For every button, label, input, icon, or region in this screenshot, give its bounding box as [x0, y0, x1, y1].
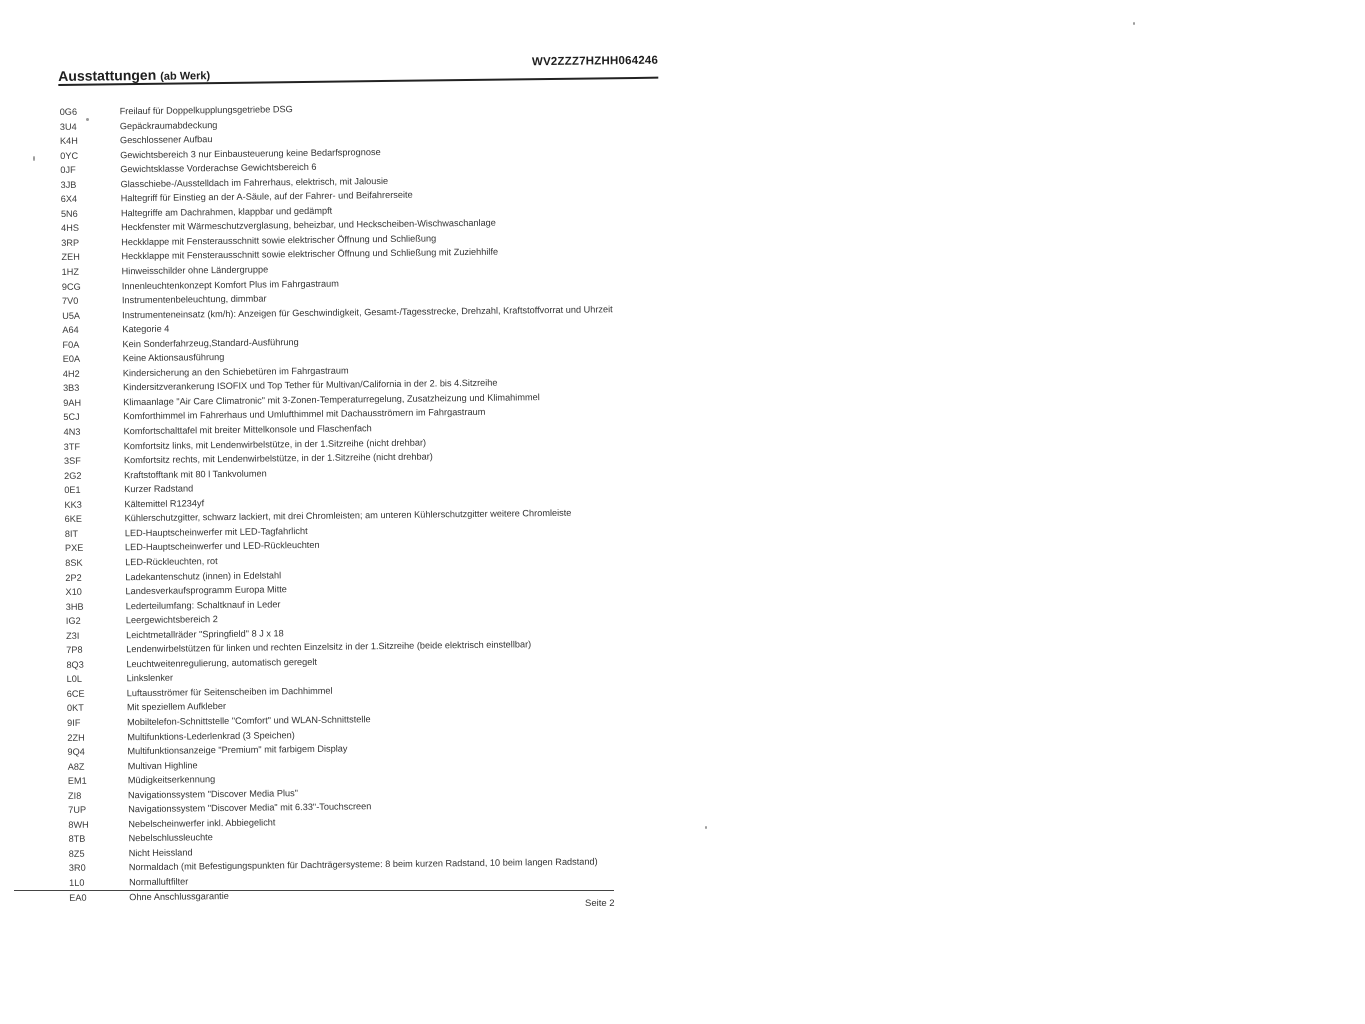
equipment-description: Ohne Anschlussgarantie	[129, 890, 229, 902]
equipment-description: Hinweisschilder ohne Ländergruppe	[121, 264, 269, 277]
equipment-code: 3B3	[62, 383, 80, 394]
scan-speck	[33, 156, 35, 161]
equipment-code: A64	[62, 324, 79, 336]
equipment-description: Gewichtsbereich 3 nur Einbausteuerung keine Bedarfsprognose	[120, 146, 381, 160]
equipment-description: LED-Hauptscheinwerfer mit LED-Tagfahrlicht	[124, 525, 308, 539]
equipment-description: LED-Hauptscheinwerfer und LED-Rückleuchten	[124, 540, 320, 553]
equipment-description: Ladekantenschutz (innen) in Edelstahl	[125, 569, 282, 582]
equipment-description: Nebelschlussleuchte	[128, 832, 213, 844]
equipment-code: 4N3	[63, 426, 81, 437]
equipment-code: 0YC	[60, 150, 79, 161]
equipment-description: Komfortsitz links, mit Lendenwirbelstütze, in der 1.Sitzreihe (nicht drehbar)	[123, 437, 427, 451]
equipment-description: Landesverkaufsprogramm Europa Mitte	[125, 584, 287, 597]
equipment-code: 8SK	[65, 557, 83, 568]
equipment-description: Mit speziellem Aufkleber	[126, 701, 227, 713]
page-number: Seite 2	[585, 898, 615, 909]
equipment-code: 7UP	[68, 804, 87, 816]
equipment-description: Kühlerschutzgitter, schwarz lackiert, mit drei Chromleisten; am unteren Kühlerschutzgitter weitere Chromleiste	[124, 508, 572, 524]
equipment-code: A8Z	[67, 761, 85, 772]
equipment-code: 0G6	[59, 106, 78, 117]
equipment-code: 7V0	[61, 295, 79, 307]
equipment-code: 9Q4	[67, 746, 85, 757]
equipment-code: ZI8	[67, 790, 82, 801]
equipment-description: Leergewichtsbereich 2	[125, 614, 218, 626]
equipment-description: Lederteilumfang: Schaltknauf in Leder	[125, 598, 281, 611]
equipment-description: Instrumenteneinsatz (km/h): Anzeigen für Geschwindigkeit, Gesamt-/Tagesstrecke, Drehzahl, Kraftstoffvorrat und Uhrzeit	[122, 303, 613, 320]
equipment-code: 8Z5	[68, 848, 85, 859]
equipment-code: 4HS	[61, 223, 80, 234]
equipment-description: Kindersitzverankerung ISOFIX und Top Tether für Multivan/California in der 2. bis 4.Sitzreihe	[122, 378, 498, 393]
equipment-description: Linkslenker	[126, 672, 174, 684]
equipment-description: Nebelscheinwerfer inkl. Abbiegelicht	[128, 817, 276, 829]
equipment-code: 2ZH	[67, 732, 85, 743]
equipment-code: E0A	[62, 354, 81, 365]
equipment-description: Leuchtweitenregulierung, automatisch geregelt	[126, 656, 317, 669]
scan-speck	[705, 826, 707, 829]
equipment-description: Freilauf für Doppelkupplungsgetriebe DSG	[119, 104, 293, 117]
equipment-code: 8WH	[68, 819, 89, 830]
vin-number: WV2ZZZ7HZHH064246	[531, 54, 659, 69]
equipment-code: 9CG	[61, 281, 81, 292]
equipment-code: 3U4	[59, 121, 77, 132]
equipment-code: EA0	[69, 892, 87, 903]
equipment-description: Haltegriff für Einstieg an der A-Säule, auf der Fahrer- und Beifahrerseite	[120, 189, 413, 204]
equipment-code: 8Q3	[66, 659, 84, 670]
equipment-code: 8IT	[64, 528, 79, 539]
equipment-code: Z3I	[65, 630, 80, 641]
equipment-description: Geschlossener Aufbau	[119, 134, 213, 146]
equipment-description: Luftausströmer für Seitenscheiben im Dachhimmel	[126, 685, 333, 699]
equipment-description: Instrumentenbeleuchtung, dimmbar	[121, 293, 267, 306]
equipment-code: 3JB	[60, 179, 77, 190]
equipment-description: Gepäckraumabdeckung	[119, 119, 218, 131]
equipment-code: 1HZ	[61, 266, 80, 277]
equipment-code: IG2	[65, 615, 81, 627]
equipment-code: 2P2	[65, 572, 82, 583]
equipment-description: Heckklappe mit Fensterausschnitt sowie elektrischer Öffnung und Schließung mit Zuziehhilfe	[121, 247, 499, 262]
equipment-description: Komfortschalttafel mit breiter Mittelkonsole und Flaschenfach	[123, 423, 372, 437]
equipment-list	[59, 100, 669, 907]
equipment-code: 4H2	[62, 368, 80, 379]
equipment-description: Nicht Heissland	[128, 847, 193, 859]
footer-divider	[14, 890, 614, 891]
equipment-code: 6X4	[60, 194, 78, 205]
equipment-description: Multifunktions-Lederlenkrad (3 Speichen)	[127, 729, 295, 742]
equipment-description: Normalluftfilter	[129, 876, 189, 888]
equipment-description: Innenleuchtenkonzept Komfort Plus im Fahrgastraum	[121, 278, 339, 291]
equipment-description: Kein Sonderfahrzeug,Standard-Ausführung	[122, 336, 299, 349]
equipment-description: Normaldach (mit Befestigungspunkten für Dachträgersysteme: 8 beim kurzen Radstand, 10 beim langen Radstand)	[128, 856, 598, 873]
equipment-description: Haltegriffe am Dachrahmen, klappbar und gedämpft	[120, 205, 333, 219]
equipment-description: Leichtmetallräder "Springfield" 8 J x 18	[125, 627, 284, 640]
equipment-code: K4H	[59, 135, 78, 147]
equipment-code: 6KE	[64, 514, 83, 525]
title-text: Ausstattungen	[58, 66, 157, 84]
equipment-code: 5N6	[60, 208, 78, 219]
equipment-description: Kraftstofftank mit 80 l Tankvolumen	[124, 468, 267, 480]
equipment-description: Navigationssystem "Discover Media" mit 6.33"-Touchscreen	[128, 801, 372, 815]
equipment-description: Glasschiebe-/Ausstelldach im Fahrerhaus, elektrisch, mit Jalousie	[120, 175, 389, 189]
equipment-code: 9AH	[63, 397, 82, 408]
equipment-code: ZEH	[61, 252, 80, 263]
equipment-description: Keine Aktionsausführung	[122, 352, 225, 364]
equipment-description: Mobiltelefon-Schnittstelle "Comfort" und WLAN-Schnittstelle	[127, 714, 371, 728]
equipment-description: Multifunktionsanzeige "Premium" mit farbigem Display	[127, 743, 348, 757]
equipment-description: Kindersicherung an den Schiebetüren im Fahrgastraum	[122, 365, 349, 379]
equipment-code: 9IF	[67, 717, 81, 728]
equipment-code: 8TB	[68, 834, 86, 845]
equipment-code: 7P8	[66, 644, 83, 656]
equipment-code: 1L0	[69, 877, 85, 888]
title-subtitle: (ab Werk)	[160, 70, 211, 83]
equipment-code: U5A	[62, 310, 81, 321]
document-page	[58, 50, 689, 968]
equipment-code: F0A	[62, 339, 80, 350]
equipment-description: Kategorie 4	[122, 323, 170, 335]
equipment-code: 5CJ	[63, 412, 80, 423]
equipment-code: PXE	[64, 543, 84, 554]
equipment-description: Heckklappe mit Fensterausschnitt sowie elektrischer Öffnung und Schließung	[121, 233, 437, 248]
equipment-description: Lendenwirbelstützen für linken und rechten Einzelsitz in der 1.Sitzreihe (beide elektrisch einstellbar)	[126, 639, 532, 655]
equipment-code: 6CE	[66, 688, 85, 699]
page-header	[58, 51, 658, 86]
equipment-code: 2G2	[64, 470, 82, 481]
equipment-code: 3SF	[63, 455, 81, 467]
equipment-code: 3HB	[65, 601, 84, 612]
equipment-description: Komfortsitz rechts, mit Lendenwirbelstütze, in der 1.Sitzreihe (nicht drehbar)	[123, 451, 433, 466]
equipment-description: Kurzer Radstand	[124, 483, 194, 495]
equipment-description: Heckfenster mit Wärmeschutzverglasung, beheizbar, und Heckscheiben-Wischwaschanlage	[121, 218, 496, 233]
equipment-description: Gewichtsklasse Vorderachse Gewichtsbereich 6	[120, 162, 317, 175]
equipment-description: Komforthimmel im Fahrerhaus und Umlufthimmel mit Dachausströmern im Fahrgastraum	[123, 407, 486, 422]
equipment-code: KK3	[64, 499, 82, 510]
equipment-description: Müdigkeitserkennung	[127, 774, 216, 786]
equipment-code: 0KT	[66, 703, 84, 714]
equipment-code: EM1	[67, 775, 87, 787]
equipment-description: Multivan Highline	[127, 759, 198, 771]
equipment-description: LED-Rückleuchten, rot	[125, 556, 218, 568]
equipment-description: Navigationssystem "Discover Media Plus"	[127, 787, 298, 800]
page-title	[58, 66, 210, 84]
equipment-description: Klimaanlage "Air Care Climatronic" mit 3-Zonen-Temperaturregelung, Zusatzheizung und Klimahimmel	[123, 392, 540, 408]
equipment-code: X10	[65, 586, 82, 597]
equipment-description: Kältemittel R1234yf	[124, 498, 205, 509]
equipment-code: 3R0	[68, 863, 86, 874]
equipment-code: 0E1	[64, 484, 81, 496]
equipment-code: 0JF	[60, 164, 76, 176]
equipment-code: 3RP	[61, 237, 80, 248]
equipment-code: L0L	[66, 674, 82, 685]
scan-speck	[1133, 22, 1135, 25]
equipment-code: 3TF	[63, 441, 81, 452]
